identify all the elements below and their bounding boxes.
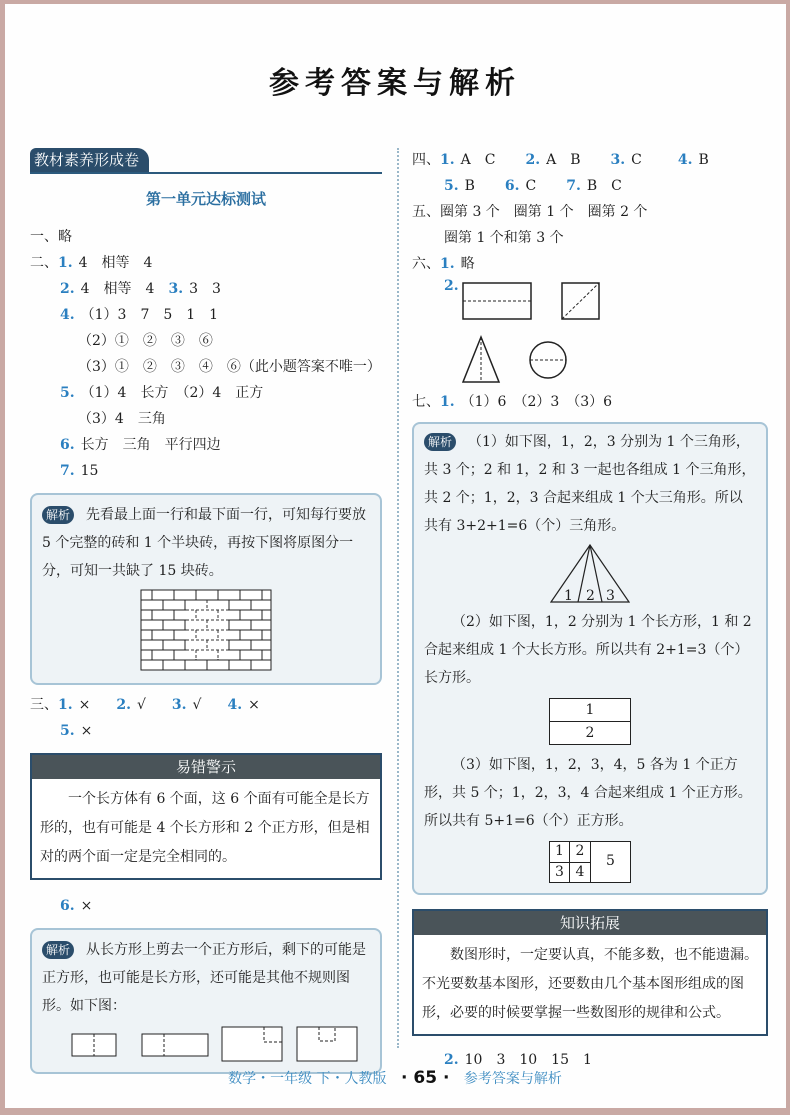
analysis-badge: 解析: [42, 506, 74, 524]
square-cell-1: 1: [550, 842, 570, 863]
answer-text: 10 3 10 15 1: [464, 1052, 592, 1068]
warning-text: 一个长方体有 6 个面，这 6 个面有可能全是长方形的，也有可能是 4 个长方形和 2 个正方形，但是相对的两个面一定是完全相同的。: [40, 791, 370, 865]
answer-q3-row1: [30, 693, 382, 719]
page-number: · 65 ·: [401, 1068, 450, 1088]
section-tab: 教材素养形成卷: [30, 148, 149, 172]
item-number: 7.: [566, 178, 581, 194]
item-number: 5.: [60, 385, 75, 401]
answer-text: A B: [546, 152, 581, 168]
answer-text: 3 3: [189, 281, 221, 297]
footer-section: 参考答案与解析: [463, 1071, 562, 1087]
knowledge-text: 数图形时，一定要认真，不能多数，也不能遗漏。不光要数基本图形，还要数由几个基本图形组成的图形，必要的时候要掌握一些数图形的规律和公式。: [422, 947, 758, 1021]
answer-q2-7: [30, 459, 382, 485]
q-label: 五、: [412, 204, 440, 220]
answer-text: 略: [58, 229, 72, 245]
answer-q3-5: [30, 719, 382, 745]
item-number: 6.: [60, 437, 75, 453]
item-number: 2.: [444, 1052, 459, 1068]
answer-text: ×: [80, 723, 93, 739]
triangle-label-2: 2: [586, 588, 595, 604]
analysis-p2: （2）如下图，1，2 分别为 1 个长方形，1 和 2 合起来组成 1 个大长方形。所以共有 2+1=3（个）长方形。: [424, 614, 752, 686]
answer-text: A C: [460, 152, 496, 168]
item-number: 1.: [440, 394, 455, 410]
footer-book: 数学・一年级 下・人教版: [228, 1071, 387, 1087]
analysis-text: 从长方形上剪去一个正方形后，剩下的可能是正方形，也可能是长方形，还可能是其他不规则图形。如下图：: [42, 942, 367, 1014]
item-number: 5.: [60, 723, 75, 739]
answer-text: （2）① ② ③ ⑥: [78, 333, 213, 349]
analysis-badge: 解析: [424, 433, 456, 451]
item-number: 4.: [677, 152, 693, 168]
page-title: 参考答案与解析: [269, 66, 521, 101]
answer-q1: [30, 225, 382, 251]
triangle-figure: [550, 544, 630, 604]
answer-text: 4 相等 4: [78, 255, 153, 271]
q-label: 三、: [30, 697, 58, 713]
analysis-box-right: [412, 422, 768, 895]
right-column: [412, 148, 768, 1074]
answer-q2-5-3: [30, 407, 382, 433]
analysis-box-2: [30, 928, 382, 1074]
answer-text: ×: [78, 697, 91, 713]
item-number: 3.: [168, 281, 184, 297]
item-number: 4.: [60, 307, 75, 323]
knowledge-box: [412, 909, 768, 1036]
item-number: 2.: [444, 278, 459, 294]
answer-text: ×: [248, 697, 260, 713]
cut-rectangles-figure: [42, 1024, 372, 1064]
answer-text: （3）4 三角: [78, 411, 166, 427]
warning-title: 易错警示: [32, 755, 380, 779]
answer-q7-1: [412, 390, 768, 416]
answer-text: C: [525, 178, 537, 194]
square-cell-3: 3: [550, 863, 570, 883]
unit-title: 第一单元达标测试: [145, 190, 266, 208]
item-number: 6.: [60, 898, 75, 914]
answer-text: B C: [586, 178, 622, 194]
answer-q5-line1: [412, 200, 768, 226]
answer-text: B: [464, 178, 475, 194]
triangle-label-1: 1: [564, 588, 573, 604]
answer-q2-6: [30, 433, 382, 459]
item-number: 5.: [444, 178, 459, 194]
answer-q6-2: [412, 278, 768, 390]
q-label: 四、: [412, 152, 440, 168]
item-number: 1.: [440, 256, 455, 272]
answer-q4-row2: [412, 174, 768, 200]
analysis-text: （1）如下图，1，2，3 分别为 1 个三角形，共 3 个；2 和 1，2 和 3 一起也各组成 1 个三角形，共 2 个；1，2，3 合起来组成 1 个大三角形。所以共有 3+2+1=6（个）三角形。: [424, 434, 756, 534]
answer-text: 圈第 1 个和第 3 个: [444, 230, 564, 246]
brick-wall-figure: [140, 589, 272, 671]
answer-q2-5: [30, 381, 382, 407]
column-divider: [397, 148, 399, 1048]
section-header: [30, 148, 382, 174]
knowledge-title: 知识拓展: [414, 911, 766, 935]
page-footer: [0, 1068, 790, 1088]
q-label: 七、: [412, 394, 440, 410]
analysis-p3: （3）如下图，1，2，3，4，5 各为 1 个正方形，共 5 个；1，2，3，4 合起来组成 1 个正方形。所以共有 5+1=6（个）正方形。: [424, 757, 752, 829]
item-number: 2.: [525, 152, 541, 168]
answer-text: （1）4 长方 （2）4 正方: [80, 385, 264, 401]
warning-box: [30, 753, 382, 880]
answer-text: （3）① ② ③ ④ ⑥（此小题答案不唯一）: [78, 359, 381, 375]
answer-text: ×: [80, 898, 93, 914]
analysis-text: 先看最上面一行和最下面一行，可知每行要放 5 个完整的砖和 1 个半块砖，再按下图将原图分一分，可知一共缺了 15 块砖。: [42, 507, 367, 579]
square-cell-2: 2: [570, 842, 590, 863]
triangle-label-3: 3: [606, 588, 615, 604]
answer-q6-1: [412, 252, 768, 278]
rectangle-figure: [549, 698, 631, 745]
page-number-value: 65: [413, 1068, 438, 1088]
answer-text: √: [136, 697, 146, 713]
answer-text: √: [192, 697, 202, 713]
analysis-box: [30, 493, 382, 685]
answer-q5-line2: [412, 226, 768, 252]
q-label: 一、: [30, 229, 58, 245]
answer-text: C: [631, 152, 642, 168]
item-number: 2.: [60, 281, 75, 297]
answer-text: 略: [460, 256, 475, 272]
q-label: 六、: [412, 256, 440, 272]
answer-q2-4-3: [30, 355, 382, 381]
answer-text: （1）6 （2）3 （3）6: [460, 394, 613, 410]
item-number: 3.: [610, 152, 626, 168]
rect-cell-1: 1: [550, 699, 630, 722]
square-cell-4: 4: [575, 863, 585, 880]
item-number: 6.: [504, 178, 520, 194]
square-cell-5: 5: [606, 853, 615, 869]
item-number: 1.: [58, 697, 73, 713]
answer-q2-2: [30, 277, 382, 303]
answer-text: B: [698, 152, 709, 168]
rect-cell-2: 2: [585, 725, 595, 741]
answer-text: 15: [80, 463, 99, 479]
q-label: 二、: [30, 255, 58, 271]
item-number: 2.: [116, 697, 131, 713]
item-number: 3.: [171, 697, 187, 713]
item-number: 1.: [440, 152, 455, 168]
answer-text: （1）3 7 5 1 1: [80, 307, 219, 323]
left-column: [30, 148, 382, 1074]
item-number: 1.: [58, 255, 73, 271]
item-number: 7.: [60, 463, 75, 479]
answer-text: 长方 三角 平行四边: [80, 437, 221, 453]
shapes-fold-figure: [462, 282, 612, 390]
answer-text: 圈第 3 个 圈第 1 个 圈第 2 个: [440, 204, 648, 220]
answer-q4-row1: [412, 148, 768, 174]
answer-text: 4 相等 4: [80, 281, 155, 297]
analysis-badge: 解析: [42, 941, 74, 959]
answer-q2-1: [30, 251, 382, 277]
answer-q2-4-2: [30, 329, 382, 355]
square-grid: [550, 842, 591, 882]
item-number: 4.: [227, 697, 243, 713]
analysis-p1: [424, 428, 756, 540]
answer-q3-6: [30, 894, 382, 920]
square-figure: [549, 841, 631, 883]
answer-q2-4: [30, 303, 382, 329]
